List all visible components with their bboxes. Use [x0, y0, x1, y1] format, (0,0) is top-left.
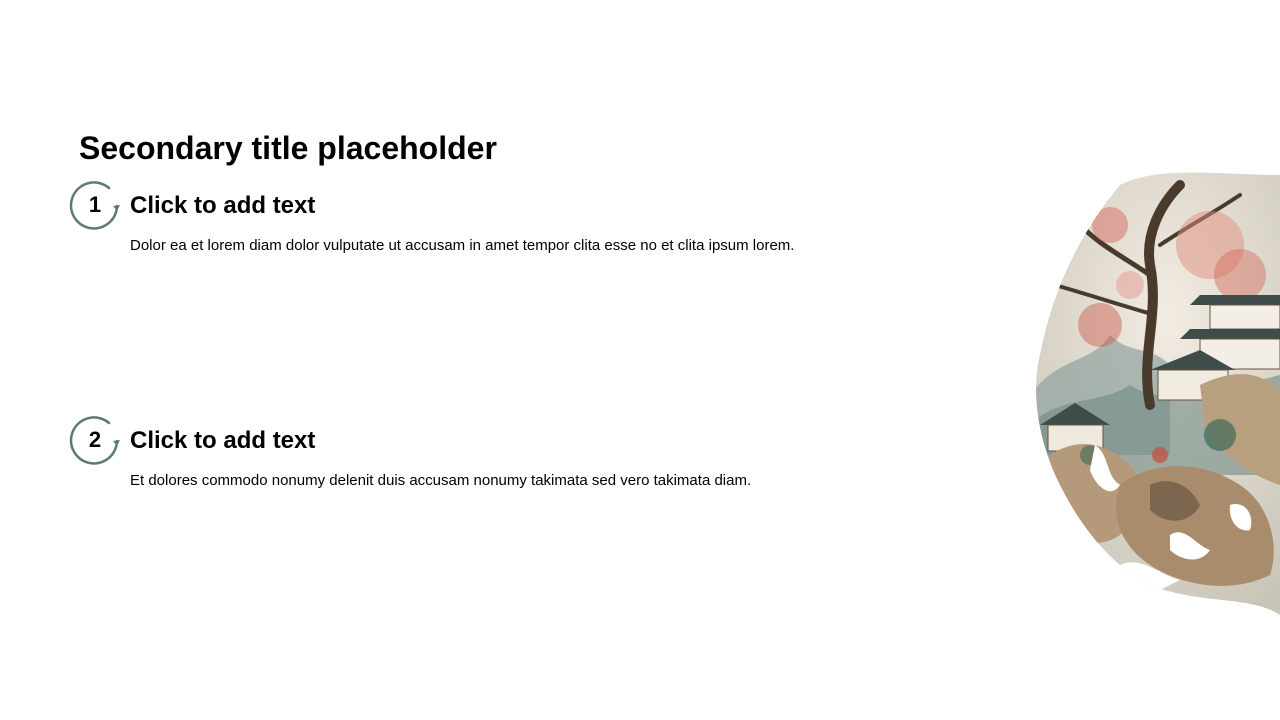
item-body-text[interactable]: Et dolores commodo nonumy delenit duis accusam nonumy takimata sed vero takimata diam.	[130, 472, 752, 489]
item-heading[interactable]: Click to add text	[130, 427, 316, 454]
slide-title[interactable]: Secondary title placeholder	[79, 130, 497, 166]
item-number: 1	[88, 192, 102, 217]
item-body-text[interactable]: Dolor ea et lorem diam dolor vulputate ut accusam in amet tempor clita esse no et clita ipsum lorem.	[130, 237, 795, 254]
item-heading[interactable]: Click to add text	[130, 192, 316, 219]
item-number: 2	[88, 427, 102, 452]
number-badge	[69, 415, 121, 467]
ink-landscape-illustration	[1000, 155, 1280, 625]
number-badge	[69, 180, 121, 232]
